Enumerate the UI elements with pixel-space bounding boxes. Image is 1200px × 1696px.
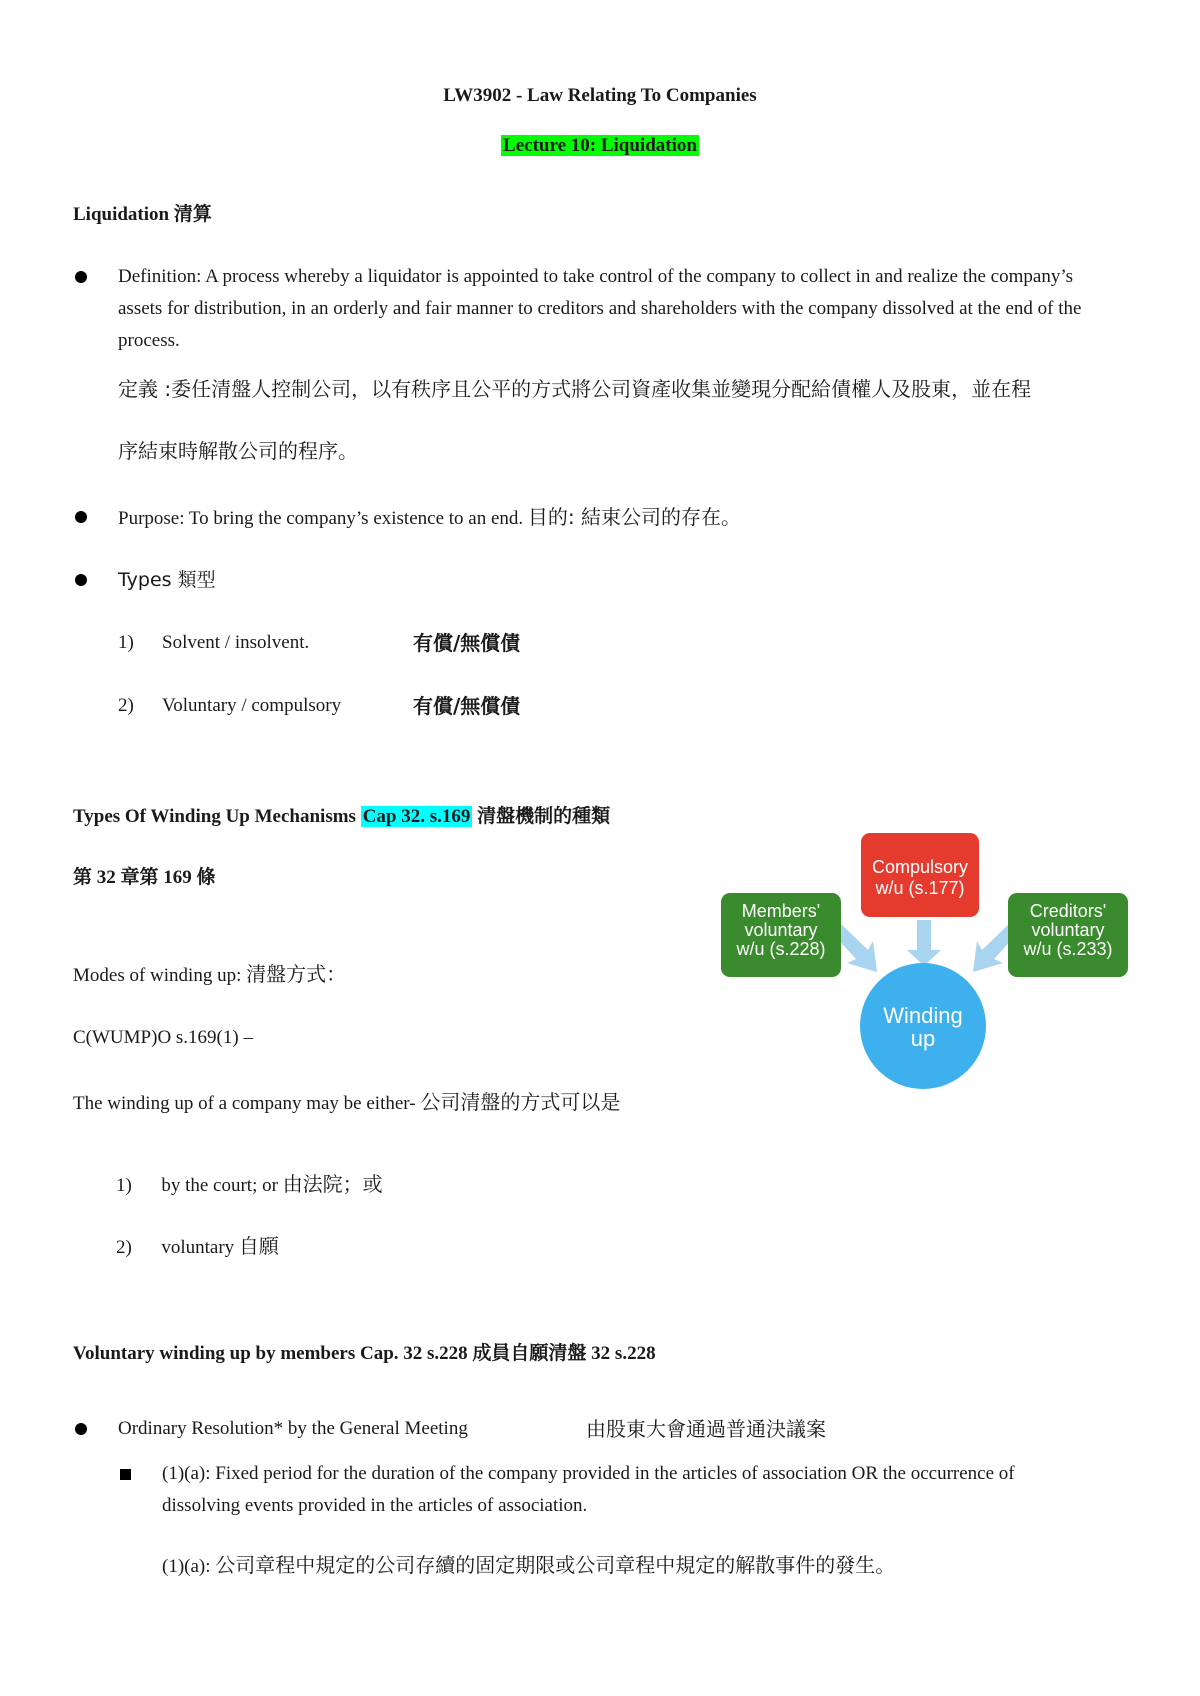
bullet-icon	[75, 1423, 87, 1435]
purpose-line	[118, 505, 741, 531]
sub-clause-zh-prefix: (1)(a):	[162, 1556, 211, 1577]
type-item-en: Voluntary / compulsory	[162, 695, 342, 716]
mechanisms-heading-en: Types Of Winding Up Mechanisms	[73, 806, 356, 827]
mechanisms-heading-zh: 清盤機制的種類	[477, 805, 611, 827]
sub-clause-en: (1)(a): Fixed period for the duration of the company provided in the articles of association OR the occurrence of dissolving events provided in the articles of association.	[162, 1463, 1015, 1516]
winding-label-1: Winding	[883, 1003, 963, 1028]
type-item-zh: 有償/無償債	[413, 694, 521, 718]
type-item-num: 2)	[118, 695, 134, 716]
compulsory-label-1: Compulsory	[871, 857, 969, 877]
section-heading-liquidation: Liquidation 清算	[73, 204, 212, 225]
option-num: 2)	[116, 1237, 132, 1258]
ordinary-resolution-zh: 由股東大會通過普通決議案	[586, 1417, 826, 1441]
option-en: voluntary	[161, 1237, 235, 1258]
square-bullet-icon	[120, 1469, 131, 1480]
members-label-3: w/u (s.228)	[736, 939, 826, 959]
bullet-icon	[75, 574, 87, 586]
option-zh: 由法院；或	[282, 1172, 383, 1196]
either-line	[73, 1090, 620, 1116]
modes-line	[73, 962, 346, 988]
purpose-zh: 目的: 結束公司的存在。	[527, 505, 742, 529]
bullet-icon	[75, 511, 87, 523]
option-item	[116, 1234, 279, 1260]
modes-zh: 清盤方式：	[246, 962, 347, 986]
creditors-label-3: w/u (s.233)	[1023, 939, 1113, 959]
option-item	[116, 1172, 383, 1198]
option-num: 1)	[116, 1175, 132, 1196]
members-label-1: Members'	[741, 901, 821, 921]
definition-zh-line1: 定義 :委任清盤人控制公司，以有秩序且公平的方式將公司資產收集並變現分配給債權人及股東，並在程	[118, 377, 1032, 401]
section-heading-mechanisms	[73, 804, 610, 829]
section-heading-members: Voluntary winding up by members Cap. 32 s.228 成員自願清盤 32 s.228	[73, 1343, 656, 1364]
winding-up-diagram	[720, 828, 1130, 1098]
mechanisms-heading-cap: Cap 32. s.169	[362, 806, 471, 827]
arrow-down-icon	[907, 920, 941, 966]
sub-clause-zh-line	[162, 1553, 895, 1579]
creditors-label-1: Creditors'	[1029, 901, 1107, 921]
type-item-num: 1)	[118, 632, 134, 653]
option-en: by the court; or	[161, 1175, 278, 1196]
bullet-icon	[75, 271, 87, 283]
creditors-label-2: voluntary	[1031, 920, 1105, 940]
either-en: The winding up of a company may be either-	[73, 1093, 416, 1114]
type-item-zh: 有償/無償債	[413, 631, 521, 655]
statute-ref: C(WUMP)O s.169(1) –	[73, 1027, 253, 1048]
compulsory-label-2: w/u (s.177)	[875, 878, 965, 898]
definition-zh-line2: 序結束時解散公司的程序。	[118, 439, 358, 463]
mechanisms-heading-line2: 第 32 章第 169 條	[73, 867, 216, 888]
lecture-title-wrap	[0, 134, 1200, 158]
type-item-en: Solvent / insolvent.	[162, 632, 310, 653]
members-label-2: voluntary	[744, 920, 818, 940]
winding-label-2: up	[910, 1026, 936, 1051]
course-title: LW3902 - Law Relating To Companies	[443, 85, 757, 106]
option-zh: 自願	[238, 1234, 279, 1258]
either-zh: 公司清盤的方式可以是	[420, 1090, 621, 1114]
sub-clause-zh: 公司章程中規定的公司存續的固定期限或公司章程中規定的解散事件的發生。	[215, 1553, 896, 1577]
types-label: Types 類型	[118, 569, 216, 591]
ordinary-resolution-en: Ordinary Resolution* by the General Meeting	[118, 1418, 468, 1439]
purpose-en: Purpose: To bring the company’s existence to an end.	[118, 508, 524, 529]
definition-text: Definition: A process whereby a liquidator is appointed to take control of the company to collect in and realize the company’s assets for distribution, in an orderly and fair manner to creditors and shareholders with the company dissolved at the end of the process.	[118, 266, 1082, 351]
modes-en: Modes of winding up:	[73, 965, 242, 986]
lecture-title: Lecture 10: Liquidation	[503, 135, 697, 156]
